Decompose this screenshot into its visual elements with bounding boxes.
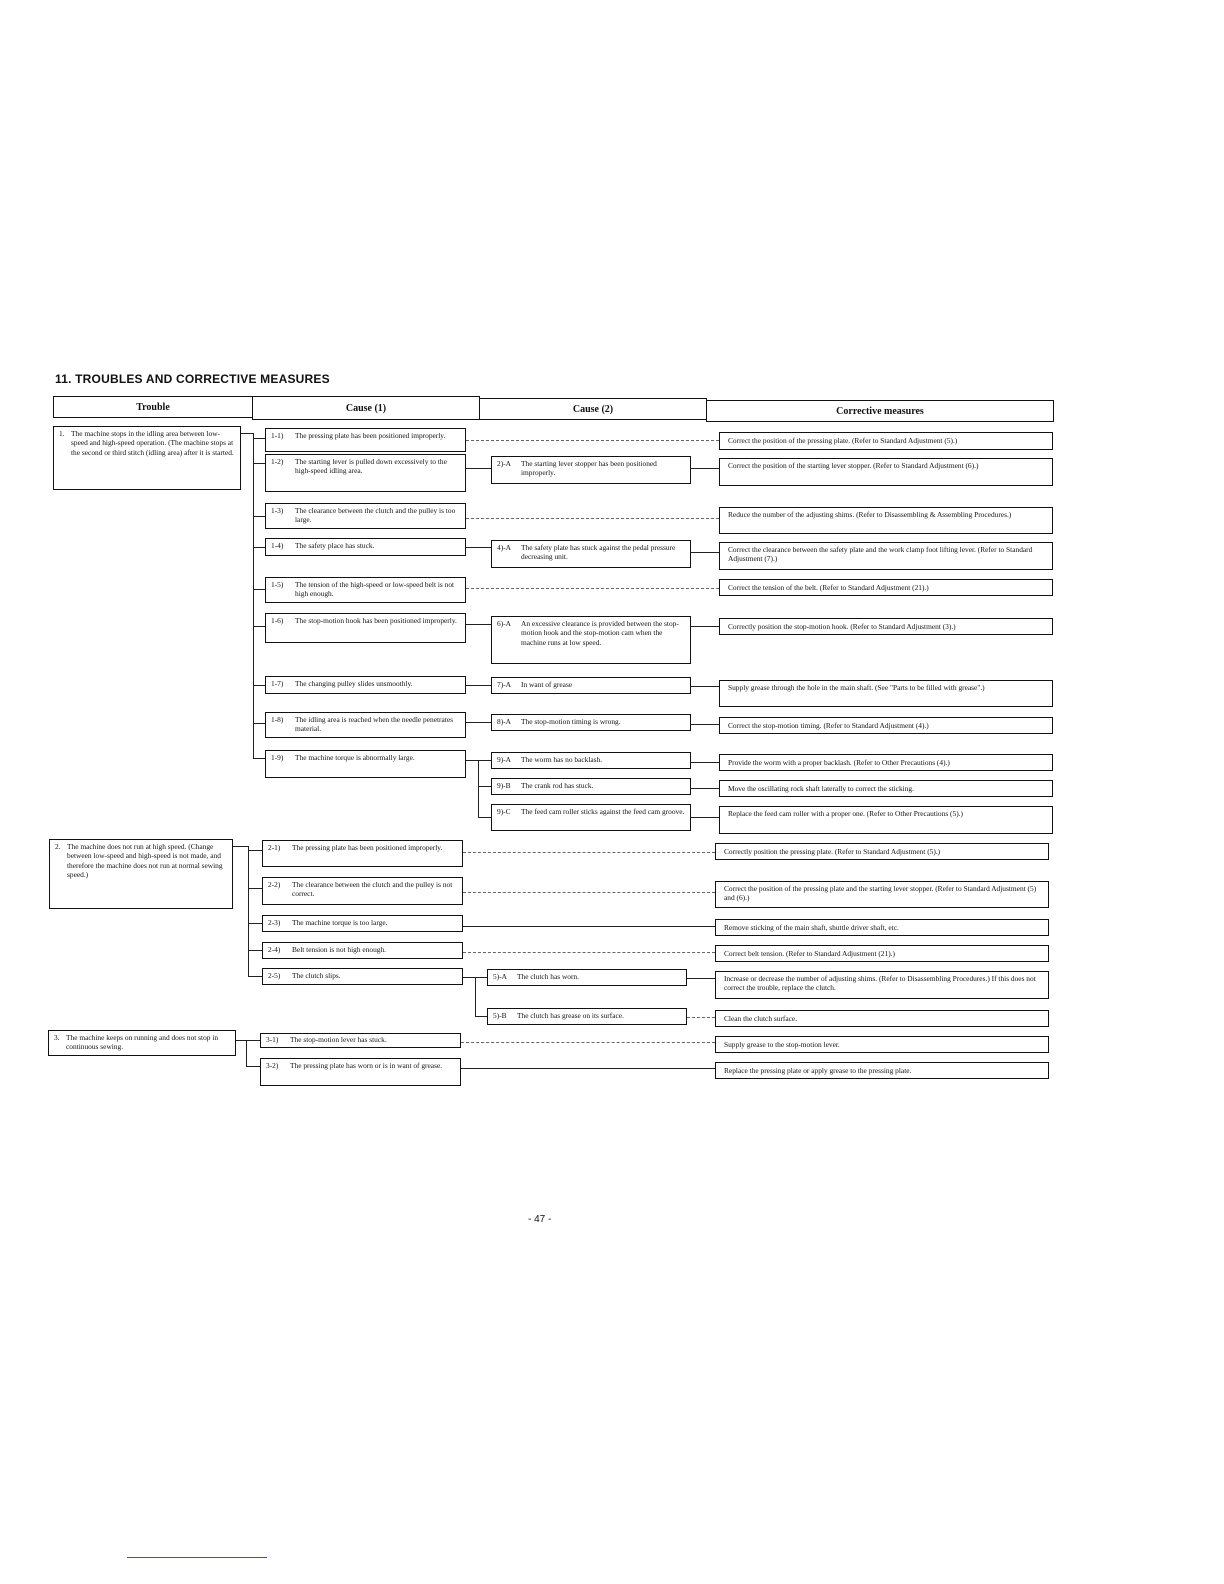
cause1-1-3: 1-3) The clearance between the clutch and the pulley is too large. [265, 503, 466, 529]
measure-1-6: Correctly position the stop-motion hook. (Refer to Standard Adjustment (3).) [719, 618, 1053, 635]
measure-3-2: Replace the pressing plate or apply grease to the pressing plate. [715, 1062, 1049, 1079]
cause1-1-6: 1-6) The stop-motion hook has been positioned improperly. [265, 613, 466, 643]
cause1-2-3: 2-3) The machine torque is too large. [262, 915, 463, 932]
measure-2-4: Correct belt tension. (Refer to Standard Adjustment (21).) [715, 945, 1049, 962]
measure-1-9a: Provide the worm with a proper backlash. (Refer to Other Precautions (4).) [719, 754, 1053, 771]
measure-3-1: Supply grease to the stop-motion lever. [715, 1036, 1049, 1053]
cause1-3-2: 3-2) The pressing plate has worn or is in want of grease. [260, 1058, 461, 1086]
measure-2-2: Correct the position of the pressing plate and the starting lever stopper. (Refer to Standard Adjustment (5) and (6).) [715, 881, 1049, 908]
cause1-1-7: 1-7) The changing pulley slides unsmoothly. [265, 676, 466, 694]
measure-2-5b: Clean the clutch surface. [715, 1010, 1049, 1027]
cause2-9a: 9)-A The worm has no backlash. [491, 752, 691, 769]
page-title: 11. TROUBLES AND CORRECTIVE MEASURES [55, 372, 330, 386]
measure-2-3: Remove sticking of the main shaft, shuttle driver shaft, etc. [715, 919, 1049, 936]
page-number: - 47 - [528, 1214, 552, 1225]
cause1-3-1: 3-1) The stop-motion lever has stuck. [260, 1033, 461, 1048]
cause2-6a: 6)-A An excessive clearance is provided between the stop-motion hook and the stop-motion cam when the machine runs at low speed. [491, 616, 691, 664]
measure-1-5: Correct the tension of the belt. (Refer to Standard Adjustment (21).) [719, 579, 1053, 596]
cause1-2-4: 2-4) Belt tension is not high enough. [262, 942, 463, 959]
cause1-1-4: 1-4) The safety place has stuck. [265, 538, 466, 556]
cause1-1-1: 1-1) The pressing plate has been positioned improperly. [265, 428, 466, 452]
measure-1-1: Correct the position of the pressing plate. (Refer to Standard Adjustment (5).) [719, 432, 1053, 450]
header-trouble: Trouble [53, 396, 253, 418]
measure-1-4: Correct the clearance between the safety plate and the work clamp foot lifting lever. (Refer to Standard Adjustment (7).) [719, 542, 1053, 570]
measure-1-9b: Move the oscillating rock shaft laterally to correct the sticking. [719, 780, 1053, 797]
cause2-9b: 9)-B The crank rod has stuck. [491, 778, 691, 795]
cause2-7a: 7)-A In want of grease [491, 677, 691, 694]
cause2-2a: 2)-A The starting lever stopper has been positioned improperly. [491, 456, 691, 484]
cause1-2-2: 2-2) The clearance between the clutch and the pulley is not correct. [262, 877, 463, 905]
cause1-1-8: 1-8) The idling area is reached when the needle penetrates material. [265, 712, 466, 738]
measure-2-5a: Increase or decrease the number of adjusting shims. (Refer to Disassembling Procedures.) If this does not correct the trouble, replace the clutch. [715, 971, 1049, 999]
footnote-rule [127, 1557, 267, 1558]
measure-2-1: Correctly position the pressing plate. (Refer to Standard Adjustment (5).) [715, 843, 1049, 860]
measure-1-2: Correct the position of the starting lever stopper. (Refer to Standard Adjustment (6).) [719, 458, 1053, 486]
header-corrective-measures: Corrective measures [706, 400, 1054, 422]
cause1-2-1: 2-1) The pressing plate has been positioned improperly. [262, 840, 463, 867]
cause2-9c: 9)-C The feed cam roller sticks against the feed cam groove. [491, 804, 691, 831]
cause2-5a: 5)-A The clutch has worn. [487, 969, 687, 986]
measure-1-3: Reduce the number of the adjusting shims. (Refer to Disassembling & Assembling Procedures.) [719, 507, 1053, 534]
cause2-4a: 4)-A The safety plate has stuck against the pedal pressure decreasing unit. [491, 540, 691, 568]
cause1-1-9: 1-9) The machine torque is abnormally large. [265, 750, 466, 778]
measure-1-8: Correct the stop-motion timing. (Refer to Standard Adjustment (4).) [719, 717, 1053, 734]
header-cause-2: Cause (2) [479, 398, 707, 420]
trouble-1: 1. The machine stops in the idling area between low-speed and high-speed operation. (The machine stops at the second or third stitch (idling area) after it is started. [53, 426, 241, 490]
measure-1-7: Supply grease through the hole in the main shaft. (See "Parts to be filled with grease".) [719, 680, 1053, 707]
cause2-5b: 5)-B The clutch has grease on its surface. [487, 1008, 687, 1025]
trouble-3: 3. The machine keeps on running and does not stop in continuous sewing. [48, 1030, 236, 1056]
trouble-2: 2. The machine does not run at high speed. (Change between low-speed and high-speed is not made, and therefore the machine does not run at normal sewing speed.) [49, 839, 233, 909]
cause1-2-5: 2-5) The clutch slips. [262, 968, 463, 985]
cause1-1-2: 1-2) The starting lever is pulled down excessively to the high-speed idling area. [265, 454, 466, 492]
header-cause-1: Cause (1) [252, 396, 480, 420]
measure-1-9c: Replace the feed cam roller with a proper one. (Refer to Other Precautions (5).) [719, 806, 1053, 834]
cause1-1-5: 1-5) The tension of the high-speed or low-speed belt is not high enough. [265, 577, 466, 603]
cause2-8a: 8)-A The stop-motion timing is wrong. [491, 714, 691, 731]
